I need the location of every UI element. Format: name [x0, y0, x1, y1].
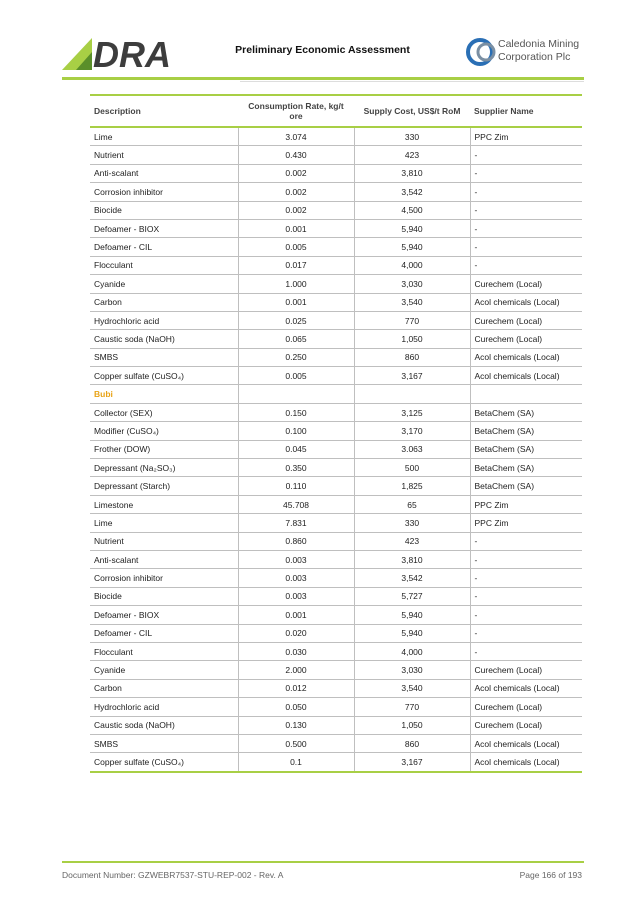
table-row — [90, 293, 582, 311]
cell-description: Defoamer - CIL — [90, 238, 238, 256]
table-row — [90, 606, 582, 624]
cell-supplier: - — [470, 642, 582, 660]
table-row — [90, 403, 582, 421]
cell-consumption-rate: 0.250 — [238, 348, 354, 366]
cell-supplier: - — [470, 238, 582, 256]
table-row — [90, 716, 582, 734]
dra-logo-text: DRA — [93, 34, 171, 70]
cell-supplier: - — [470, 146, 582, 164]
table-row — [90, 367, 582, 385]
page-header — [0, 0, 644, 82]
cell-supplier: Acol chemicals (Local) — [470, 293, 582, 311]
cell-description: Bubi — [90, 385, 238, 403]
cell-supplier: - — [470, 569, 582, 587]
page-number: Page 166 of 193 — [519, 870, 582, 880]
cell-description: Frother (DOW) — [90, 440, 238, 458]
cell-supply-cost: 770 — [354, 698, 470, 716]
table-row — [90, 256, 582, 274]
cell-description: Limestone — [90, 495, 238, 513]
cell-description: Copper sulfate (CuSO₄) — [90, 753, 238, 772]
cell-consumption-rate: 0.065 — [238, 330, 354, 348]
table-row — [90, 275, 582, 293]
cell-supply-cost: 4,000 — [354, 256, 470, 274]
cell-supply-cost: 3,542 — [354, 569, 470, 587]
cell-supply-cost: 3,540 — [354, 679, 470, 697]
table-row — [90, 624, 582, 642]
cell-supplier: BetaChem (SA) — [470, 440, 582, 458]
cell-supplier: - — [470, 532, 582, 550]
table-row — [90, 330, 582, 348]
cell-supply-cost: 423 — [354, 532, 470, 550]
cell-consumption-rate: 0.001 — [238, 293, 354, 311]
cell-consumption-rate: 0.003 — [238, 587, 354, 605]
page-title: Preliminary Economic Assessment — [235, 44, 410, 56]
table-row — [90, 311, 582, 329]
cell-supply-cost: 1,825 — [354, 477, 470, 495]
table-row — [90, 219, 582, 237]
cell-consumption-rate: 0.005 — [238, 238, 354, 256]
cell-consumption-rate: 0.020 — [238, 624, 354, 642]
cell-supply-cost: 3,540 — [354, 293, 470, 311]
table-row — [90, 348, 582, 366]
cell-supplier: - — [470, 587, 582, 605]
cell-consumption-rate: 0.860 — [238, 532, 354, 550]
cell-description: Hydrochloric acid — [90, 698, 238, 716]
cell-consumption-rate: 0.045 — [238, 440, 354, 458]
cell-consumption-rate: 0.350 — [238, 459, 354, 477]
cell-description: Hydrochloric acid — [90, 311, 238, 329]
cell-consumption-rate: 0.017 — [238, 256, 354, 274]
cell-consumption-rate: 0.005 — [238, 367, 354, 385]
header-divider — [62, 77, 584, 80]
cell-consumption-rate: 0.110 — [238, 477, 354, 495]
table-row — [90, 238, 582, 256]
cell-supplier: Acol chemicals (Local) — [470, 753, 582, 772]
cell-description: Carbon — [90, 293, 238, 311]
cell-supply-cost: 3,125 — [354, 403, 470, 421]
cell-description: Carbon — [90, 679, 238, 697]
cell-consumption-rate: 0.1 — [238, 753, 354, 772]
cell-consumption-rate: 0.002 — [238, 201, 354, 219]
cell-description: Depressant (Starch) — [90, 477, 238, 495]
table-row — [90, 569, 582, 587]
cell-supplier: PPC Zim — [470, 495, 582, 513]
cell-description: Flocculant — [90, 642, 238, 660]
table-row — [90, 201, 582, 219]
cell-consumption-rate: 0.003 — [238, 569, 354, 587]
cell-supplier: BetaChem (SA) — [470, 422, 582, 440]
cell-description: Nutrient — [90, 146, 238, 164]
cell-supplier: Curechem (Local) — [470, 698, 582, 716]
caledonia-logo-text — [498, 38, 579, 64]
cell-consumption-rate: 1.000 — [238, 275, 354, 293]
table-row — [90, 661, 582, 679]
cell-supplier: Curechem (Local) — [470, 311, 582, 329]
cell-supply-cost: 5,940 — [354, 624, 470, 642]
table-row — [90, 164, 582, 182]
cell-consumption-rate: 0.001 — [238, 219, 354, 237]
column-header-supply-cost: Supply Cost, US$/t RoM — [363, 106, 461, 116]
table-row — [90, 532, 582, 550]
cell-supply-cost: 330 — [354, 514, 470, 532]
cell-supply-cost: 770 — [354, 311, 470, 329]
cell-consumption-rate: 7.831 — [238, 514, 354, 532]
cell-supplier: Curechem (Local) — [470, 716, 582, 734]
cell-supply-cost: 3,170 — [354, 422, 470, 440]
cell-supplier: BetaChem (SA) — [470, 403, 582, 421]
cell-supplier: - — [470, 201, 582, 219]
cell-supplier: Curechem (Local) — [470, 275, 582, 293]
cell-supply-cost: 3,810 — [354, 164, 470, 182]
cell-consumption-rate: 0.003 — [238, 550, 354, 568]
cell-description: Defoamer - BIOX — [90, 606, 238, 624]
cell-description: Cyanide — [90, 275, 238, 293]
column-header-description: Description — [94, 106, 141, 116]
cell-supplier: BetaChem (SA) — [470, 477, 582, 495]
cell-supplier: - — [470, 183, 582, 201]
cell-supply-cost: 4,500 — [354, 201, 470, 219]
cell-supply-cost: 3,030 — [354, 661, 470, 679]
table-row — [90, 459, 582, 477]
table-row — [90, 422, 582, 440]
cell-description: Caustic soda (NaOH) — [90, 716, 238, 734]
cell-supplier: BetaChem (SA) — [470, 459, 582, 477]
cell-description: Lime — [90, 514, 238, 532]
cell-consumption-rate: 45.708 — [238, 495, 354, 513]
cell-supplier: Acol chemicals (Local) — [470, 367, 582, 385]
cell-description: Lime — [90, 127, 238, 146]
table-row — [90, 698, 582, 716]
cell-description: Anti-scalant — [90, 164, 238, 182]
table-section-row — [90, 385, 582, 403]
cell-consumption-rate — [238, 385, 354, 403]
footer-divider — [62, 861, 584, 863]
cell-supplier: - — [470, 256, 582, 274]
cell-supply-cost: 3,167 — [354, 367, 470, 385]
document-number: Document Number: GZWEBR7537-STU-REP-002 - Rev. A — [62, 870, 284, 880]
cell-consumption-rate: 0.130 — [238, 716, 354, 734]
cell-supply-cost: 423 — [354, 146, 470, 164]
table-row — [90, 127, 582, 146]
cell-supplier: PPC Zim — [470, 514, 582, 532]
cell-supplier: - — [470, 606, 582, 624]
table-row — [90, 642, 582, 660]
cell-description: SMBS — [90, 734, 238, 752]
header-divider-thin — [240, 81, 584, 82]
cell-supplier: - — [470, 550, 582, 568]
table-row — [90, 587, 582, 605]
cell-description: Modifier (CuSO₄) — [90, 422, 238, 440]
cell-consumption-rate: 0.150 — [238, 403, 354, 421]
table-row — [90, 753, 582, 772]
cell-supply-cost: 3.063 — [354, 440, 470, 458]
cell-consumption-rate: 0.002 — [238, 164, 354, 182]
cell-supply-cost: 65 — [354, 495, 470, 513]
cell-supply-cost: 5,940 — [354, 238, 470, 256]
column-header-supplier: Supplier Name — [474, 106, 534, 116]
cell-consumption-rate: 0.012 — [238, 679, 354, 697]
cell-description: Biocide — [90, 201, 238, 219]
column-header-consumption-rate: Consumption Rate, kg/t ore — [248, 101, 344, 121]
cell-supply-cost: 5,727 — [354, 587, 470, 605]
cell-consumption-rate: 0.100 — [238, 422, 354, 440]
cell-supply-cost: 3,542 — [354, 183, 470, 201]
cell-description: Nutrient — [90, 532, 238, 550]
table-header-row — [90, 95, 582, 127]
cell-supplier — [470, 385, 582, 403]
cell-supplier: Acol chemicals (Local) — [470, 348, 582, 366]
cell-description: Corrosion inhibitor — [90, 183, 238, 201]
cell-supplier: - — [470, 164, 582, 182]
cell-supplier: Acol chemicals (Local) — [470, 679, 582, 697]
cell-description: Copper sulfate (CuSO₄) — [90, 367, 238, 385]
table-row — [90, 679, 582, 697]
cell-supply-cost: 5,940 — [354, 219, 470, 237]
dra-logo — [62, 34, 202, 70]
caledonia-line-2: Corporation Plc — [498, 51, 571, 63]
cell-supplier: PPC Zim — [470, 127, 582, 146]
cell-supply-cost: 3,167 — [354, 753, 470, 772]
cell-consumption-rate: 0.025 — [238, 311, 354, 329]
table-row — [90, 440, 582, 458]
cell-supplier: - — [470, 624, 582, 642]
cell-supply-cost: 4,000 — [354, 642, 470, 660]
cell-consumption-rate: 2.000 — [238, 661, 354, 679]
cell-description: Depressant (Na₂SO₃) — [90, 459, 238, 477]
cell-consumption-rate: 0.030 — [238, 642, 354, 660]
cell-description: Defoamer - BIOX — [90, 219, 238, 237]
cell-description: SMBS — [90, 348, 238, 366]
table-row — [90, 495, 582, 513]
cell-supply-cost: 1,050 — [354, 330, 470, 348]
table-row — [90, 550, 582, 568]
cell-description: Caustic soda (NaOH) — [90, 330, 238, 348]
table-row — [90, 146, 582, 164]
cell-supply-cost: 1,050 — [354, 716, 470, 734]
cell-description: Flocculant — [90, 256, 238, 274]
cell-supply-cost: 330 — [354, 127, 470, 146]
cell-supply-cost: 500 — [354, 459, 470, 477]
cell-description: Cyanide — [90, 661, 238, 679]
cell-consumption-rate: 0.002 — [238, 183, 354, 201]
cell-consumption-rate: 0.001 — [238, 606, 354, 624]
cell-supplier: - — [470, 219, 582, 237]
cell-supply-cost: 5,940 — [354, 606, 470, 624]
cell-consumption-rate: 0.430 — [238, 146, 354, 164]
cell-description: Biocide — [90, 587, 238, 605]
cell-supplier: Curechem (Local) — [470, 661, 582, 679]
cell-supply-cost: 3,030 — [354, 275, 470, 293]
table-row — [90, 477, 582, 495]
table-row — [90, 183, 582, 201]
table-row — [90, 734, 582, 752]
cell-description: Corrosion inhibitor — [90, 569, 238, 587]
cell-consumption-rate: 0.050 — [238, 698, 354, 716]
cell-supplier: Acol chemicals (Local) — [470, 734, 582, 752]
cell-description: Anti-scalant — [90, 550, 238, 568]
cell-supply-cost: 860 — [354, 734, 470, 752]
cell-consumption-rate: 3.074 — [238, 127, 354, 146]
cell-description: Defoamer - CIL — [90, 624, 238, 642]
table-row — [90, 514, 582, 532]
cell-supplier: Curechem (Local) — [470, 330, 582, 348]
reagent-cost-table — [90, 94, 582, 773]
cell-description: Collector (SEX) — [90, 403, 238, 421]
cell-supply-cost — [354, 385, 470, 403]
cell-supply-cost: 3,810 — [354, 550, 470, 568]
cell-consumption-rate: 0.500 — [238, 734, 354, 752]
cell-supply-cost: 860 — [354, 348, 470, 366]
caledonia-line-1: Caledonia Mining — [498, 38, 580, 50]
